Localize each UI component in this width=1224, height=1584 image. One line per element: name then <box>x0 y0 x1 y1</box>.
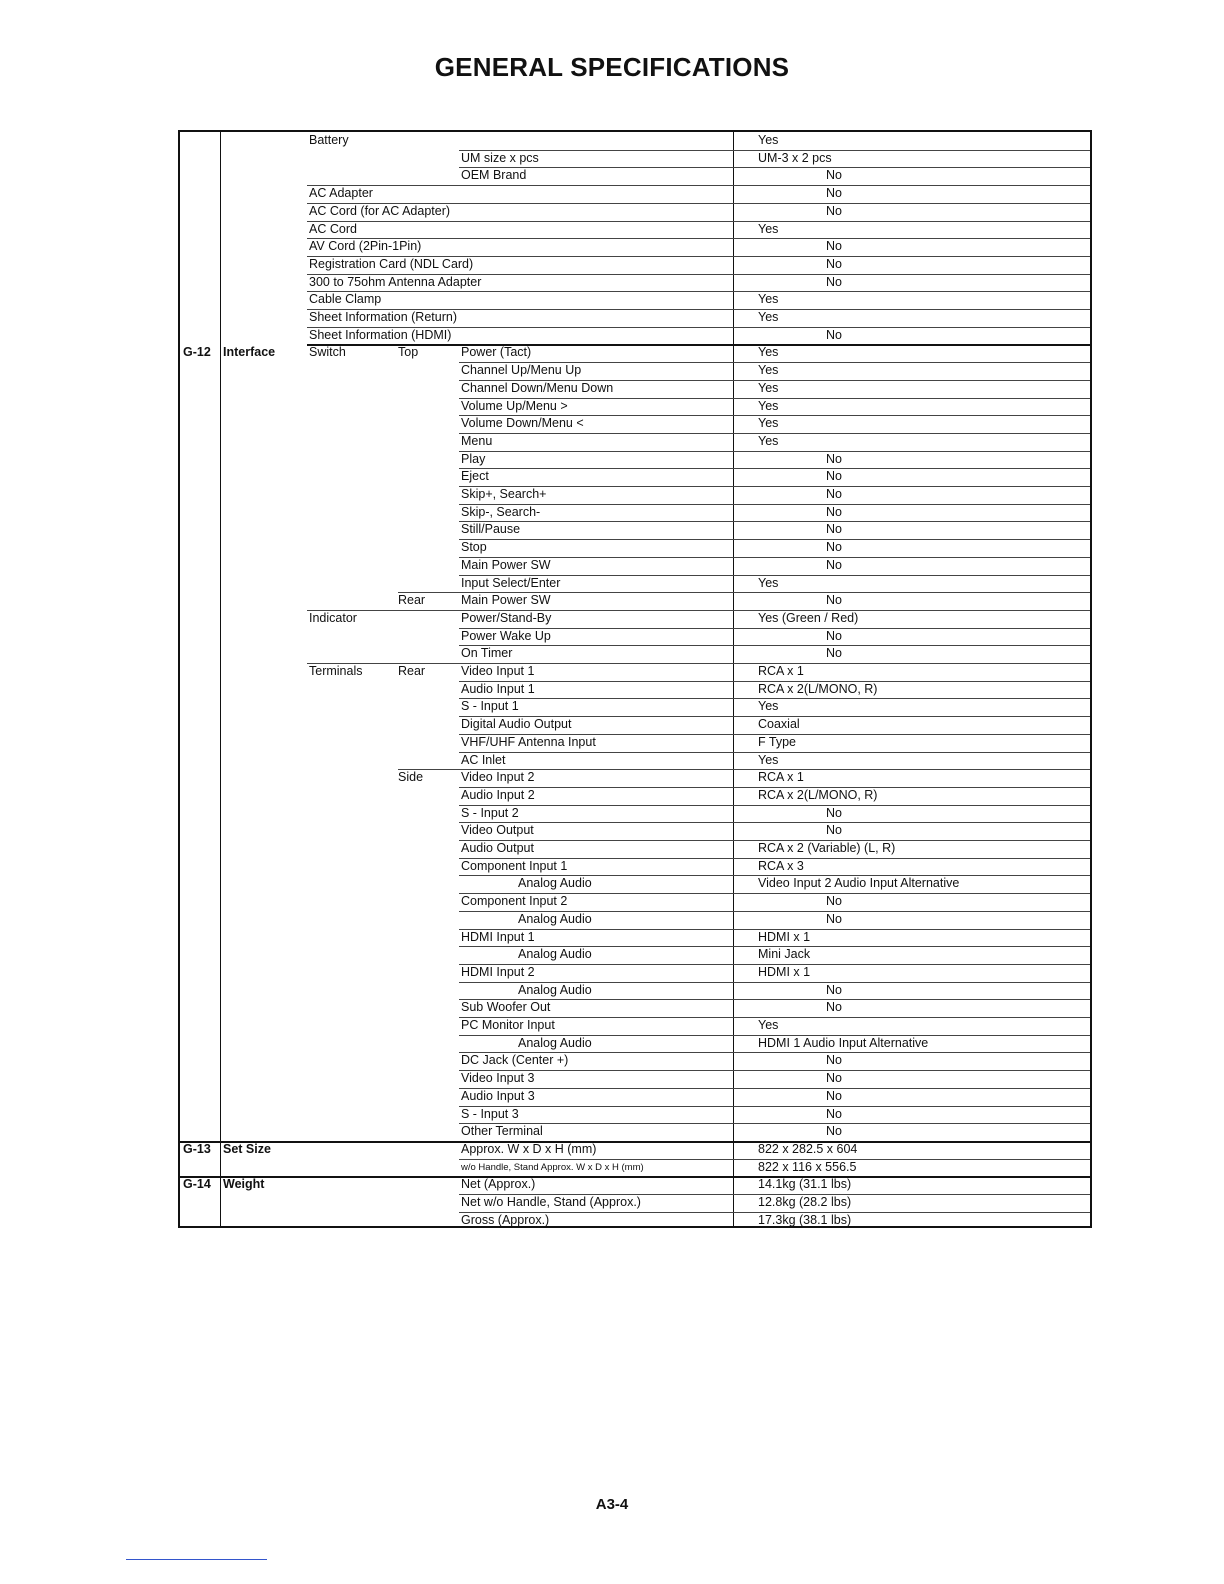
row-item: Audio Input 3 <box>461 1088 535 1103</box>
row-divider <box>180 1176 1090 1178</box>
page-title: GENERAL SPECIFICATIONS <box>434 52 790 82</box>
section-name: Weight <box>223 1177 265 1192</box>
row-item: Audio Input 1 <box>461 681 535 696</box>
row-value: Yes <box>758 1018 779 1032</box>
row-value: Yes <box>758 752 779 767</box>
row-category: Battery <box>309 133 349 147</box>
section-name: Set Size <box>223 1141 271 1156</box>
row-value: No <box>826 186 842 201</box>
row-value: RCA x 2 (Variable) (L, R) <box>758 841 896 855</box>
row-item: Digital Audio Output <box>461 717 572 732</box>
row-item: Main Power SW <box>461 593 551 608</box>
row-category: Terminals <box>309 664 363 678</box>
row-value: No <box>826 469 842 484</box>
row-value: Yes <box>758 398 779 413</box>
footer-link-underline <box>126 1559 267 1560</box>
row-value: No <box>826 451 842 466</box>
row-value: No <box>826 593 842 608</box>
row-value: No <box>826 557 842 572</box>
row-item: PC Monitor Input <box>461 1018 555 1032</box>
row-category: AC Cord (for AC Adapter) <box>309 203 451 218</box>
row-divider <box>459 645 1090 646</box>
row-item: Video Input 2 <box>461 770 535 785</box>
row-value: RCA x 3 <box>758 858 804 873</box>
row-position: Top <box>398 345 419 360</box>
row-item: Stop <box>461 540 487 555</box>
row-item: Power/Stand-By <box>461 610 552 625</box>
row-divider <box>459 468 1090 469</box>
row-value: UM-3 x 2 pcs <box>758 150 832 165</box>
row-item: Analog Audio <box>518 982 592 997</box>
row-value: 12.8kg (28.2 lbs) <box>758 1195 852 1209</box>
row-item: Video Input 1 <box>461 664 535 678</box>
row-item: Skip+, Search+ <box>461 487 547 501</box>
row-category: Indicator <box>309 610 357 625</box>
row-item: Analog Audio <box>518 947 592 962</box>
row-divider <box>459 1088 1090 1089</box>
row-value: 14.1kg (31.1 lbs) <box>758 1177 852 1192</box>
row-item: Analog Audio <box>518 876 592 891</box>
row-value: No <box>826 1000 842 1015</box>
row-divider <box>459 521 1090 522</box>
row-value: No <box>826 628 842 643</box>
row-divider <box>459 1123 1090 1124</box>
row-value: No <box>826 256 842 271</box>
row-item: Channel Down/Menu Down <box>461 380 614 395</box>
row-value: No <box>826 823 842 838</box>
row-value: No <box>826 1053 842 1068</box>
row-item: Audio Input 2 <box>461 787 535 802</box>
row-item: w/o Handle, Stand Approx. W x D x H (mm) <box>461 1161 644 1173</box>
row-item: Volume Down/Menu < <box>461 416 584 431</box>
row-item: Eject <box>461 469 489 484</box>
row-value: Yes <box>758 416 779 431</box>
row-value: RCA x 1 <box>758 664 804 678</box>
row-value: RCA x 1 <box>758 770 804 785</box>
row-value: Yes (Green / Red) <box>758 610 859 625</box>
row-category: Sheet Information (HDMI) <box>309 327 452 342</box>
row-value: Yes <box>758 363 779 378</box>
spec-rows <box>180 132 1090 1226</box>
row-divider <box>307 185 1090 186</box>
row-category: AC Adapter <box>309 186 373 201</box>
row-item: Power Wake Up <box>461 628 551 643</box>
row-value: Yes <box>758 310 779 324</box>
row-value: No <box>826 487 842 501</box>
row-divider <box>459 805 1090 806</box>
row-position: Side <box>398 770 424 785</box>
row-divider <box>180 1141 1090 1143</box>
row-value: Yes <box>758 380 779 395</box>
row-item: Video Output <box>461 823 534 838</box>
section-code: G-12 <box>183 345 211 360</box>
row-value: No <box>826 911 842 926</box>
row-value: No <box>826 1088 842 1103</box>
row-item: Channel Up/Menu Up <box>461 363 582 378</box>
row-divider <box>459 451 1090 452</box>
row-value: No <box>826 1106 842 1121</box>
row-item: S - Input 3 <box>461 1106 519 1121</box>
row-category: Registration Card (NDL Card) <box>309 256 474 271</box>
row-divider <box>307 221 1090 222</box>
row-category: 300 to 75ohm Antenna Adapter <box>309 274 482 289</box>
row-divider <box>459 999 1090 1000</box>
row-value: No <box>826 504 842 519</box>
row-value: F Type <box>758 734 796 749</box>
row-category: AV Cord (2Pin-1Pin) <box>309 239 422 254</box>
row-divider <box>459 486 1090 487</box>
section-code: G-14 <box>183 1177 211 1192</box>
row-divider <box>459 539 1090 540</box>
row-divider <box>459 1106 1090 1107</box>
row-category: AC Cord <box>309 221 357 236</box>
row-item: Input Select/Enter <box>461 575 561 590</box>
row-value: RCA x 2(L/MONO, R) <box>758 681 878 696</box>
row-category: Switch <box>309 345 346 360</box>
row-divider <box>459 1070 1090 1071</box>
row-value: Yes <box>758 575 779 590</box>
row-value: Yes <box>758 221 779 236</box>
spec-table <box>178 130 1092 1228</box>
row-value: No <box>826 522 842 537</box>
row-item: S - Input 1 <box>461 699 519 714</box>
row-item: Analog Audio <box>518 1035 592 1050</box>
row-item: Net w/o Handle, Stand (Approx.) <box>461 1195 641 1209</box>
row-divider <box>307 238 1090 239</box>
row-item: VHF/UHF Antenna Input <box>461 734 596 749</box>
row-item: S - Input 2 <box>461 805 519 820</box>
row-item: Still/Pause <box>461 522 521 537</box>
row-value: Yes <box>758 345 779 360</box>
row-value: Yes <box>758 433 779 448</box>
row-item: AC Inlet <box>461 752 506 767</box>
row-value: No <box>826 894 842 909</box>
row-value: Mini Jack <box>758 947 811 962</box>
row-divider <box>307 344 1090 346</box>
row-divider <box>459 557 1090 558</box>
row-item: Skip-, Search- <box>461 504 541 519</box>
page-number: A3-4 <box>595 1496 629 1513</box>
row-item: Analog Audio <box>518 911 592 926</box>
row-value: No <box>826 646 842 661</box>
row-item: Audio Output <box>461 841 534 855</box>
row-item: HDMI Input 1 <box>461 929 535 944</box>
row-value: No <box>826 805 842 820</box>
row-item: Sub Woofer Out <box>461 1000 551 1015</box>
row-value: No <box>826 982 842 997</box>
row-value: Yes <box>758 699 779 714</box>
row-category: Sheet Information (Return) <box>309 310 457 324</box>
row-value: No <box>826 1071 842 1086</box>
row-item: UM size x pcs <box>461 150 539 165</box>
row-category: Cable Clamp <box>309 292 382 307</box>
row-position: Rear <box>398 664 426 678</box>
row-value: Coaxial <box>758 717 800 732</box>
row-value: HDMI x 1 <box>758 929 811 944</box>
section-name: Interface <box>223 345 276 360</box>
row-item: DC Jack (Center +) <box>461 1053 569 1068</box>
row-value: No <box>826 203 842 218</box>
row-value: 822 x 116 x 556.5 <box>758 1159 857 1174</box>
row-item: Video Input 3 <box>461 1071 535 1086</box>
section-code: G-13 <box>183 1141 211 1156</box>
row-item: Menu <box>461 433 493 448</box>
row-item: Play <box>461 451 486 466</box>
row-divider <box>459 628 1090 629</box>
row-value: No <box>826 540 842 555</box>
row-value: No <box>826 239 842 254</box>
row-item: Volume Up/Menu > <box>461 398 568 413</box>
row-divider <box>307 610 1090 611</box>
row-value: RCA x 2(L/MONO, R) <box>758 787 878 802</box>
row-value: Video Input 2 Audio Input Alternative <box>758 876 960 891</box>
row-value: 17.3kg (38.1 lbs) <box>758 1212 852 1227</box>
row-value: No <box>826 274 842 289</box>
row-item: HDMI Input 2 <box>461 964 535 979</box>
row-position: Rear <box>398 593 426 608</box>
row-divider <box>459 504 1090 505</box>
row-item: Main Power SW <box>461 557 551 572</box>
row-item: On Timer <box>461 646 513 661</box>
row-item: Other Terminal <box>461 1124 543 1139</box>
row-item: Approx. W x D x H (mm) <box>461 1141 597 1156</box>
row-divider <box>459 822 1090 823</box>
row-item: Component Input 1 <box>461 858 568 873</box>
row-value: Yes <box>758 133 779 147</box>
row-value: HDMI x 1 <box>758 964 811 979</box>
row-divider <box>459 167 1090 168</box>
row-value: No <box>826 1124 842 1139</box>
row-value: No <box>826 327 842 342</box>
row-value: No <box>826 168 842 183</box>
row-item: Gross (Approx.) <box>461 1212 550 1227</box>
row-item: Power (Tact) <box>461 345 532 360</box>
row-value: HDMI 1 Audio Input Alternative <box>758 1035 929 1050</box>
row-value: 822 x 282.5 x 604 <box>758 1141 858 1156</box>
row-item: OEM Brand <box>461 168 527 183</box>
row-value: Yes <box>758 292 779 307</box>
row-divider <box>307 291 1090 292</box>
row-item: Net (Approx.) <box>461 1177 536 1192</box>
row-item: Component Input 2 <box>461 894 568 909</box>
